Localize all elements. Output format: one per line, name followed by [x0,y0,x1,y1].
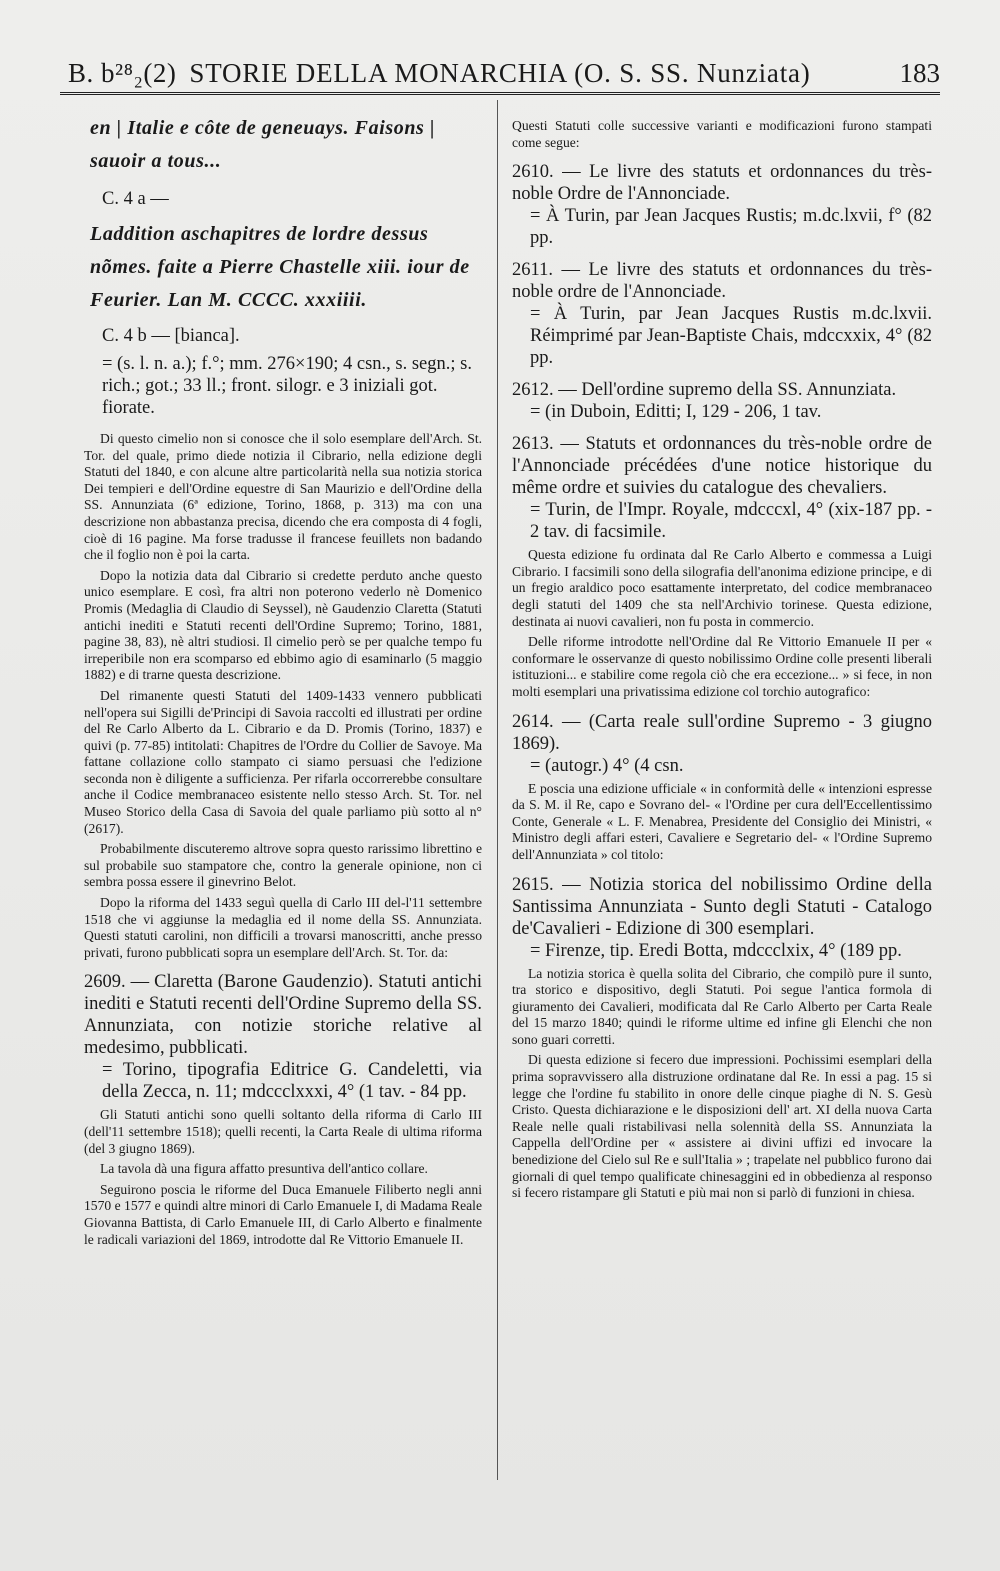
commentary-paragraph: La notizia storica è quella solita del Cibrario, che compilò pure il sunto, tra storico e dispositivo, degli Statuti. Poi segue l'antica formola di giuramento dei Cavalieri, modificata dal Re Carlo Alberto per Carta Reale del 15 marzo 1840; quindi le riforme ultime ed infine gli Elenchi che non sono guari corretti. [512,965,932,1047]
bibliography-entry-2612 [512,379,932,423]
intro-paragraph: Questi Statuti colle successive varianti e modificazioni furono stampati come segue: [512,118,932,150]
commentary-paragraph: Delle riforme introdotte nell'Ordine dal Re Vittorio Emanuele II per « conformare le osservanze di questo nobilissimo Ordine colle presenti liberali istituzioni... e stabilire come regola ciò che era eccezione... » si fece, in non molti esemplari una privatissima edizione col torchio autografico: [512,634,932,699]
bibliography-entry-2611 [512,259,932,369]
entry-imprint: = (in Duboin, Editti; I, 129 - 206, 1 tav. [530,402,822,423]
bibliography-entry-2614 [512,711,932,777]
entry-title: 2610. — Le livre des statuts et ordonnances du très-noble Ordre de l'Annonciade. [512,162,932,205]
bibliography-entry-2613 [512,433,932,543]
physical-description: = (s. l. n. a.); f.°; mm. 276×190; 4 csn., s. segn.; s. rich.; got.; 33 ll.; front. silogr. e 3 iniziali got. fiorate. [102,354,472,418]
running-title: STORIE DELLA MONARCHIA (O. S. SS. Nunziata) [189,58,811,88]
left-column [84,104,482,1252]
commentary-paragraph: Questa edizione fu ordinata dal Re Carlo Alberto e commessa a Luigi Cibrario. I facsimili sono della silografia dell'anonima edizione principe, e di un fregio araldico poco esattamente interpretato, del codice membranaceo degli statuti del 1409 che sta nell'Archivio torinese. Questa edizione, destinata ai nuovi cavalieri, non fu posta in commercio. [512,547,932,629]
commentary-paragraph: La tavola dà una figura affatto presuntiva dell'antico collare. [100,1161,428,1177]
gothic-colophon-text: Laddition aschapitres de lordre dessus nõmes. faite a Pierre Chastelle xiii. iour de Feurier. Lan M. CCCC. xxxiiii. [90,223,470,311]
entry-title: 2614. — (Carta reale sull'ordine Supremo - 3 giugno 1869). [512,711,932,754]
right-column [512,104,932,1206]
entry-imprint: = Turin, de l'Impr. Royale, mdcccxl, 4° (xix-187 pp. - 2 tav. di facsimile. [530,500,932,543]
commentary-paragraph: Probabilmente discuteremo altrove sopra questo rarissimo librettino e sul probabile suo stampatore che, contro la generale opinione, non ci sembra possa essere il ginevrino Belot. [84,841,482,890]
signature-mark: B. b²⁸₂(2) [68,58,177,88]
entry-imprint: = (autogr.) 4° (4 csn. [530,755,684,776]
entry-imprint: = À Turin, par Jean Jacques Rustis; m.dc.lxvii, f° (82 pp. [530,206,932,249]
entry-title: 2615. — Notizia storica del nobilissimo Ordine della Santissima Annunziata - Sunto degli Statuti - Catalogo de'Cavalieri - Edizione di 300 esemplari. [512,874,932,939]
commentary-paragraph: Di questo cimelio non si conosce che il solo esemplare dell'Arch. St. Tor. del quale, primo diede notizia il Cibrario, nella edizione degli Statuti del 1840, e con alcune altre particolarità nella sua notizia storica Dei tempieri e dell'Ordine equestre di San Maurizio e dell'Ordine della SS. Annunziata (6ª edizione, Torino, 1868, p. 313) ma con una descrizione non abbastanza precisa, dicendo che era composta di 4 fogli, cioè di 16 pagine. Ma forse tradusse il francese feuillets non badando che il foglio non è poi la carta. [84,431,482,563]
commentary-paragraph: Del rimanente questi Statuti del 1409-1433 vennero pubblicati nell'opera sui Sigilli de'Principi di Savoia raccolti ed illustrati per ordine del Re Carlo Alberto da L. Cibrario e da D. Promis (Torino, 1837) e quivi (p. 77-85) intitolati: Chapitres de l'Ordre du Collier de Savoye. Ma fattane collazione collo stampato ci siamo persuasi che l'edizione seconda non è diligente a sufficienza. Per rifarla occorrerebbe consultare anche il Codice membranaceo esistente nello stesso Arch. St. Tor. nel Museo Storico della Casa di Savoia del quale parliamo più sotto al n° (2617). [84,687,482,836]
entry-imprint: = À Turin, par Jean Jacques Rustis m.dc.lxvii. Réimprimé par Jean-Baptiste Chais, mdccxxix, 4° (82 pp. [530,304,932,369]
entry-title: 2609. — Claretta (Barone Gaudenzio). Statuti antichi inediti e Statuti recenti dell'Ordine Supremo della SS. Annunziata, con notizie storiche relative al medesimo, pubblicati. [84,972,482,1059]
entry-title: 2611. — Le livre des statuts et ordonnances du très-noble ordre de l'Annonciade. [512,260,932,303]
commentary-paragraph: Di questa edizione si fecero due impressioni. Pochissimi esemplari della prima sopravvissero alla distruzione ordinatane dal Re. In essi a pag. 15 si legge che l'ordine fu stabilito in onore delle cinque piaghe di N. S. Gesù Cristo. Questa dichiarazione e le disposizioni dell' art. XI della nuova Carta Reale nelle quali ristabilivasi nella solennità della SS. Annunziata la Cappella dell'Ordine per « assistere ai divini uffizi ed invocare la benedizione del Cielo sul Re e sull'Italia » ; trapelate nel pubblico furono dai giornali di quel tempo qualificate chinesaggini ed in obbedienza al responso si fecero ristampare gli Statuti e più mai non si parlò di funzioni in chiesa. [512,1052,932,1201]
column-divider [497,100,498,1480]
commentary-paragraph: E poscia una edizione ufficiale « in conformità delle « intenzioni espresse da S. M. il Re, capo e Sovrano del- « l'Ordine per cura dell'Eccellentissimo Conte, Generale « L. F. Menabrea, Presidente del Consiglio dei Ministri, « Ministro degli affari esteri, Cavaliere e Segretario del- « l'Ordine Supremo dell'Annunziata » col titolo: [512,780,932,862]
commentary-paragraph: Gli Statuti antichi sono quelli soltanto della riforma di Carlo III (dell'11 settembre 1518); quelli recenti, la Carta Reale di ultima riforma (del 3 giugno 1869). [84,1107,482,1156]
entry-title: 2613. — Statuts et ordonnances du très-noble ordre de l'Annonciade précédées d'une notice historique du même ordre et suivies du catalogue des chevaliers. [512,434,932,499]
gothic-incipit-text: en | Italie e côte de geneuays. Faisons | sauoir a tous... [90,117,436,172]
commentary-paragraph: Dopo la notizia data dal Cibrario si credette perduto anche questo unico esemplare. E così, fra altri non poterono vederlo nè Domenico Promis (Medaglia di Claudio di Seyssel), nè Gaudenzio Claretta (Statuti antichi inediti e Statuti recenti dell'Ordine Supremo; Torino, 1881, pagine 38, 83), nè altri studiosi. Il cimelio però se per qualche tempo fu irreperibile non era scomparso ed ebbimo agio di esaminarlo (5 maggio 1882) e di trarne questa descrizione. [84,567,482,683]
entry-imprint: = Firenze, tip. Eredi Botta, mdccclxix, 4° (189 pp. [530,940,902,961]
bibliography-entry-2610 [512,161,932,249]
commentary-paragraph: Dopo la riforma del 1433 seguì quella di Carlo III del-l'11 settembre 1518 che vi aggiunse la medaglia ed il nome della SS. Annunziata. Questi statuti carolini, non difficili a trovarsi manoscritti, anche presso privati, furono pubblicati sopra un esemplare dell'Arch. St. Tor. da: [84,895,482,960]
bibliography-entry-2609 [84,971,482,1103]
entry-title: 2612. — Dell'ordine supremo della SS. Annunziata. [512,380,897,401]
bibliography-entry-2615 [512,874,932,962]
commentary-paragraph: Seguirono poscia le riforme del Duca Emanuele Filiberto negli anni 1570 e 1577 e quindi altre minori di Carlo Emanuele I, di Madama Reale Giovanna Battista, di Carlo Emanuele III, di Carlo Alberto e finalmente le radicali variazioni del 1869, introdotte dal Re Vittorio Emanuele II. [84,1181,482,1247]
leaf-note-4b: C. 4 b — [bianca]. [102,326,240,346]
leaf-note-4a: C. 4 a — [102,189,169,209]
entry-imprint: = Torino, tipografia Editrice G. Candeletti, via della Zecca, n. 11; mdccclxxxi, 4° (1 tav. - 84 pp. [102,1060,482,1103]
page-number: 183 [899,58,940,88]
running-header [60,54,940,95]
